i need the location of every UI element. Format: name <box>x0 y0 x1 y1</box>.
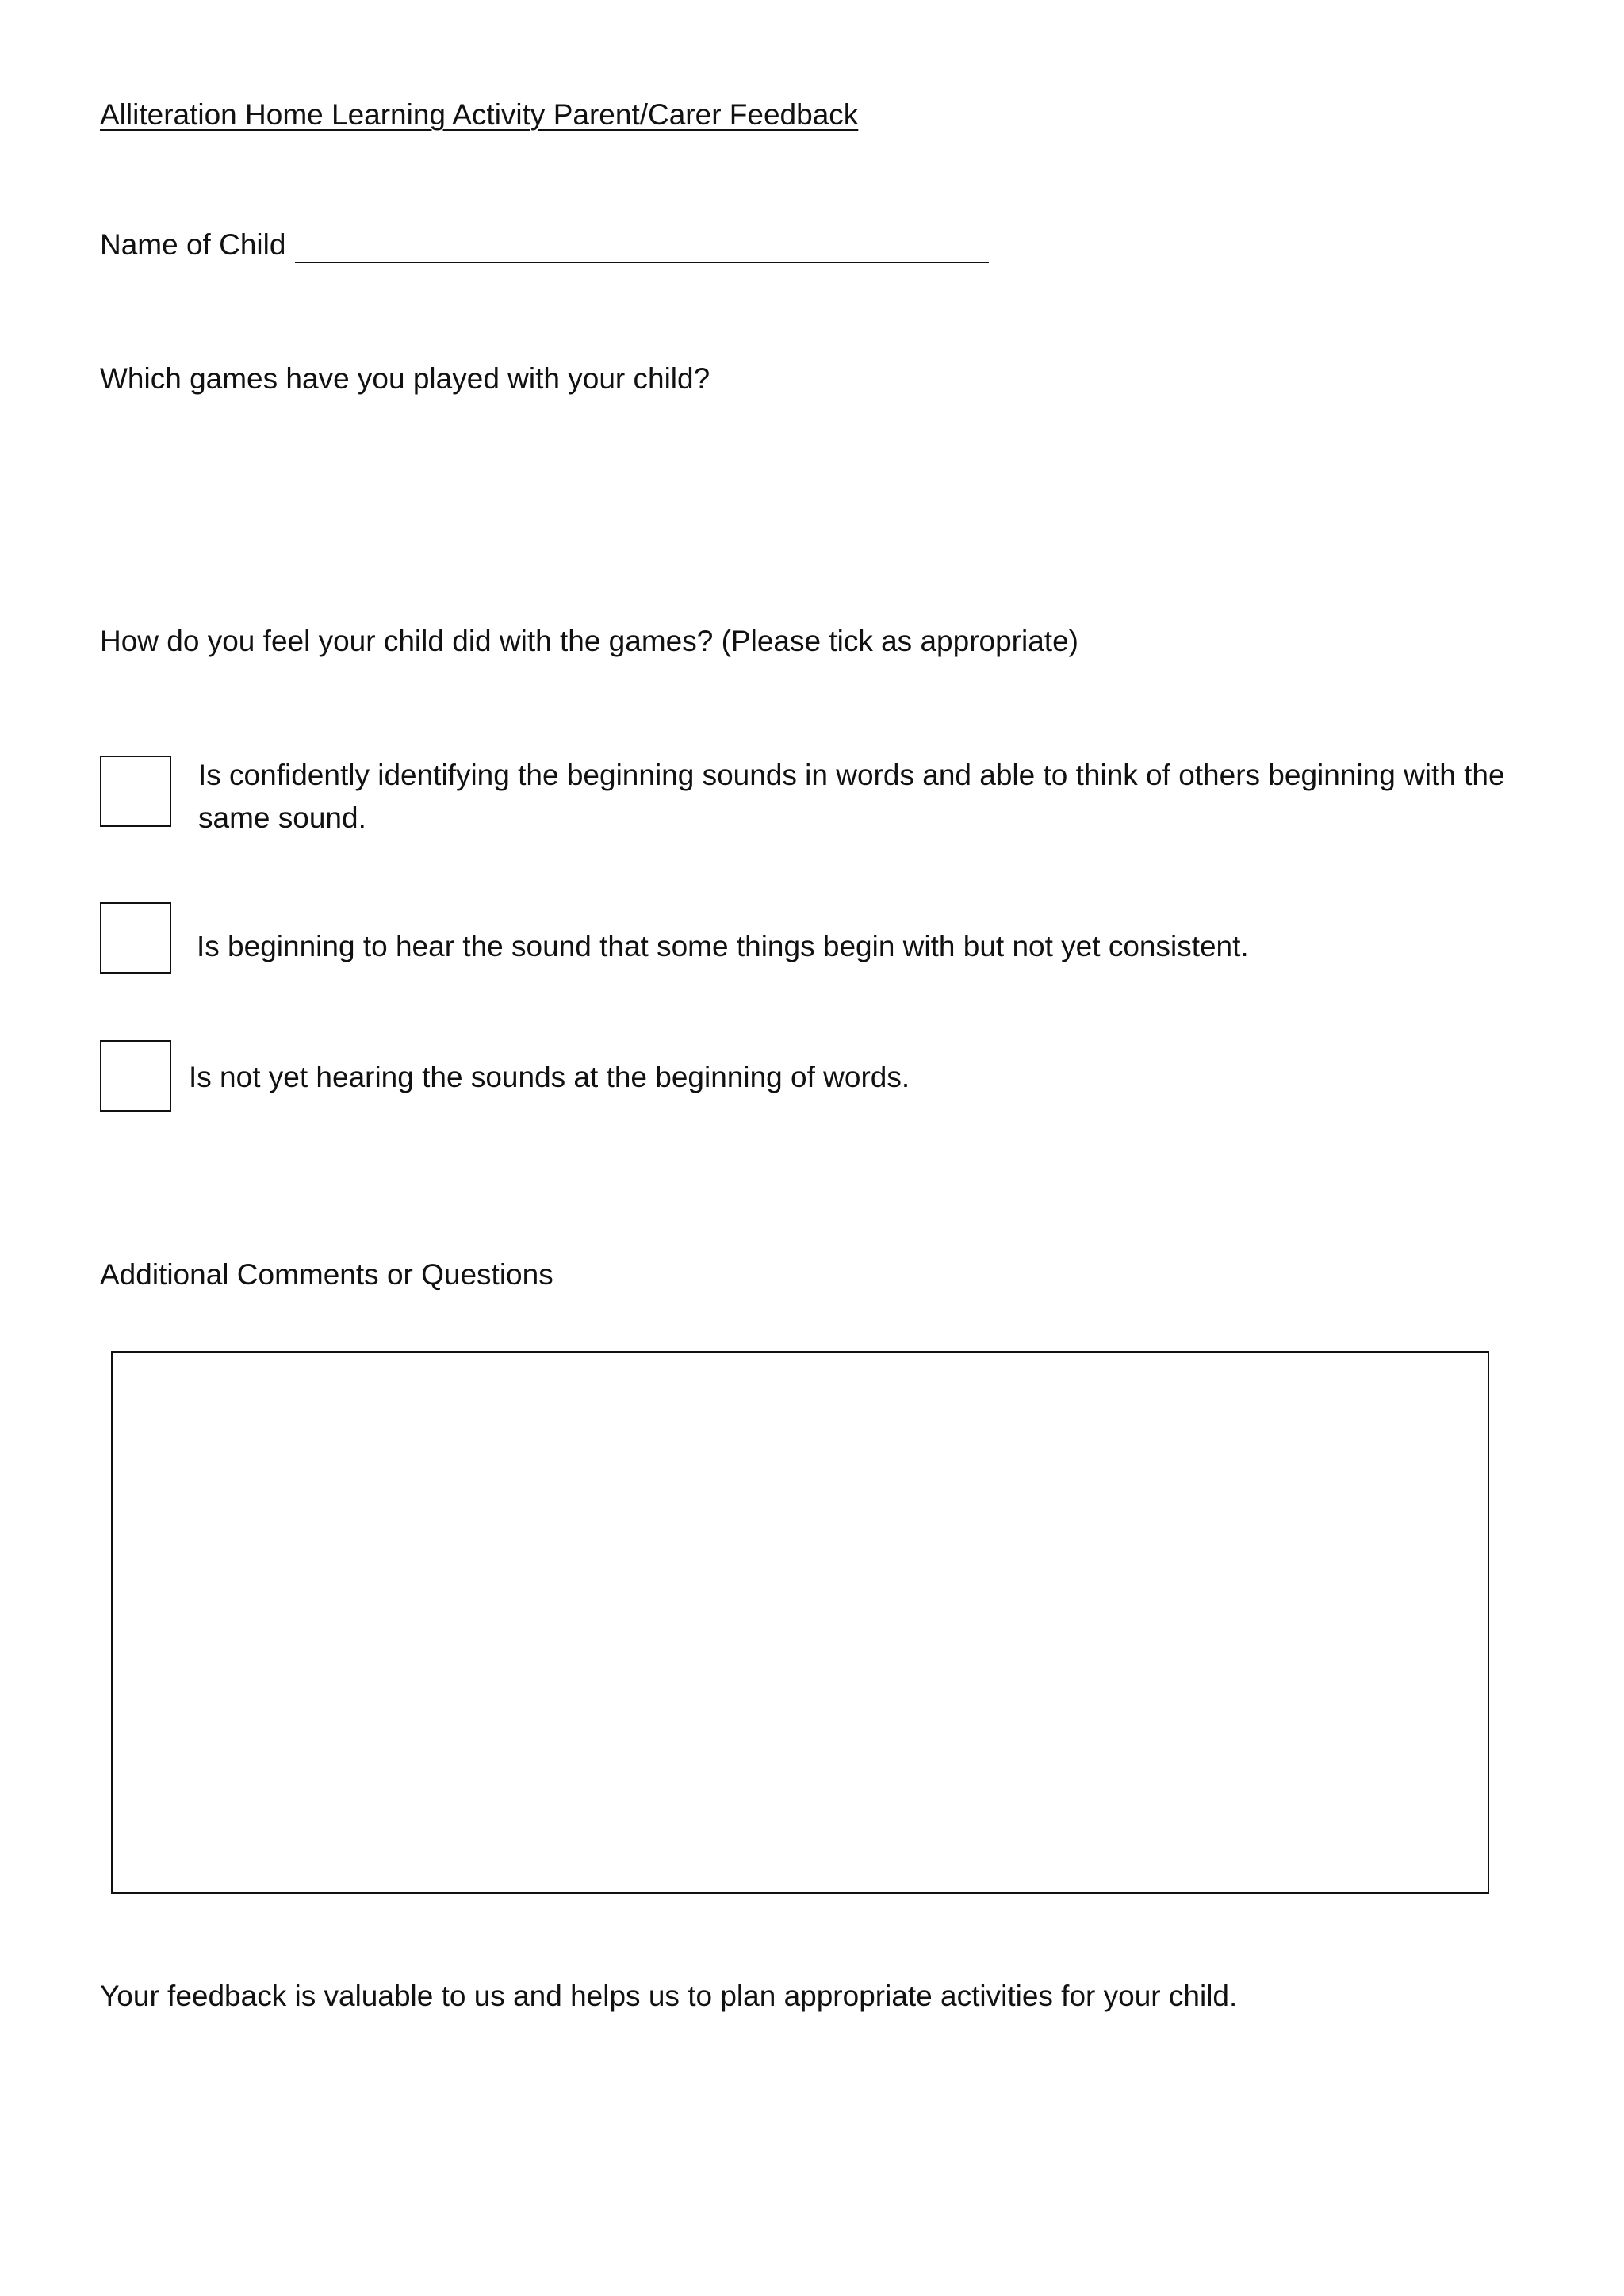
confident-checkbox[interactable] <box>100 756 171 827</box>
beginning-checkbox[interactable] <box>100 902 171 974</box>
footer-note: Your feedback is valuable to us and helps us to plan appropriate activities for your child. <box>100 1980 1238 2012</box>
progress-question: How do you feel your child did with the games? (Please tick as appropriate) <box>100 625 1078 657</box>
comments-label: Additional Comments or Questions <box>100 1258 553 1291</box>
comments-textarea[interactable] <box>111 1351 1489 1894</box>
child-name-label: Name of Child <box>100 228 286 261</box>
beginning-option-label: Is beginning to hear the sound that some things begin with but not yet consistent. <box>197 930 1249 962</box>
form-title: Alliteration Home Learning Activity Parent/Carer Feedback <box>100 98 859 131</box>
child-name-row <box>100 224 989 266</box>
confident-option-label: Is confidently identifying the beginning sounds in words and able to think of others beginning with the same sound. <box>198 759 1505 834</box>
games-played-question: Which games have you played with your child? <box>100 362 710 395</box>
not-yet-checkbox[interactable] <box>100 1040 171 1112</box>
not-yet-option-label: Is not yet hearing the sounds at the beginning of words. <box>189 1061 910 1093</box>
child-name-field[interactable] <box>295 262 989 263</box>
